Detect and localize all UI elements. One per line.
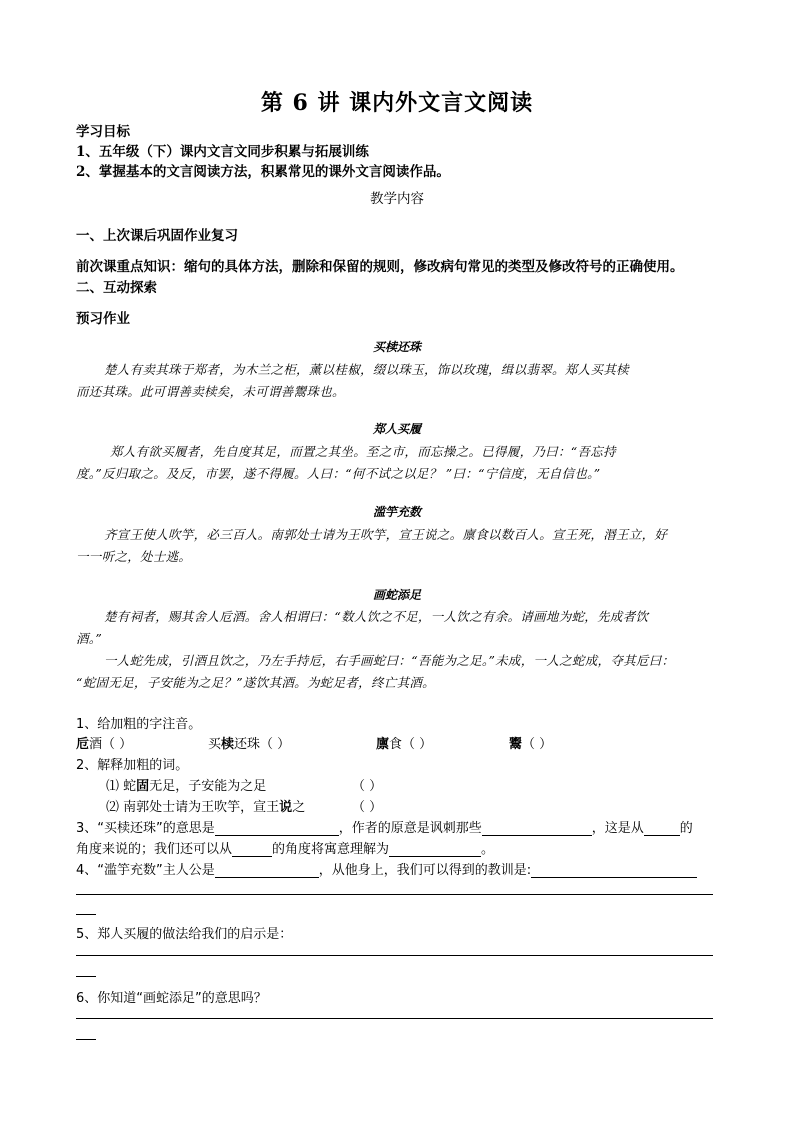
answer-blank[interactable] (644, 821, 680, 836)
question-6: 6、你知道“画蛇添足”的意思吗？ (76, 991, 267, 1006)
q2-item: ⑵ 南郭处士请为王吹竽，宣王说之 (106, 800, 306, 815)
q2-answer-paren[interactable]: （ ） (352, 800, 383, 815)
q1-item: 买椟还珠（ ） (208, 737, 291, 752)
goals-heading: 学习目标 (76, 124, 130, 140)
story-line: 而还其珠。此可谓善卖椟矣，未可谓善鬻珠也。 (76, 384, 345, 399)
question-5: 5、郑人买履的做法给我们的启示是： (76, 927, 293, 942)
answer-line[interactable] (76, 914, 96, 915)
story-line: 齐宣王使人吹竽，必三百人。南郭处士请为王吹竽，宣王说之。廪食以数百人。宣王死，湣王立，好 (104, 527, 668, 542)
part2-heading: 二、互动探索 (76, 280, 157, 296)
answer-blank[interactable] (389, 842, 481, 857)
question-1: 1、给加粗的字注音。 (76, 717, 202, 732)
answer-blank[interactable] (215, 863, 319, 878)
page-title: 第 6 讲 课内外文言文阅读 (260, 90, 534, 116)
question-4: 4、“滥竽充数”主人公是 ，从他身上，我们可以得到的教训是: (76, 859, 697, 878)
q1-item: 鬻（ ） (509, 737, 553, 752)
story-line: 一一听之，处士逃。 (76, 549, 192, 564)
answer-blank[interactable] (232, 842, 272, 857)
question-2: 2、解释加粗的词。 (76, 758, 189, 773)
story-line: 楚有祠者，赐其舍人卮酒。舍人相谓曰：“数人饮之不足，一人饮之有余。请画地为蛇，先成者饮 (104, 609, 649, 624)
story-line: 楚人有卖其珠于郑者，为木兰之柜，薰以桂椒，缀以珠玉，饰以玫瑰，缉以翡翠。郑人买其椟 (104, 362, 629, 377)
story-line: 度。”反归取之。及反，市罢，遂不得履。人曰：“何不试之以足？ ”曰：“宁信度，无自信也。” (76, 466, 601, 481)
goal-item-1: 1、五年级（下）课内文言文同步积累与拓展训练 (76, 144, 369, 160)
question-3: 3、“买椟还珠”的意思是 ，作者的原意是讽刺那些 ，这是从 的 (76, 821, 693, 836)
section-heading: 教学内容 (370, 191, 424, 207)
answer-line[interactable] (76, 894, 713, 895)
goal-item-2: 2、掌握基本的文言阅读方法，积累常见的课外文言阅读作品。 (76, 164, 450, 180)
story-title: 买椟还珠 (372, 340, 421, 354)
answer-line[interactable] (76, 1039, 96, 1040)
answer-blank[interactable] (215, 821, 339, 836)
story-title: 画蛇添足 (372, 588, 421, 602)
q2-item: ⑴ 蛇固无足，子安能为之足 (106, 779, 267, 794)
story-line: 郑人有欲买履者，先自度其足，而置之其坐。至之市，而忘操之。已得履，乃曰：“吾忘持 (110, 444, 616, 459)
story-title: 滥竽充数 (372, 505, 421, 519)
answer-line[interactable] (76, 976, 96, 977)
answer-line[interactable] (76, 1018, 713, 1019)
answer-blank[interactable] (482, 821, 592, 836)
story-line: 酒。” (76, 631, 103, 646)
answer-blank[interactable] (531, 863, 697, 878)
question-3-cont: 角度来说的；我们还可以从 的角度将寓意理解为 。 (76, 842, 495, 857)
q1-item: 卮酒（ ） (76, 737, 133, 752)
q2-answer-paren[interactable]: （ ） (352, 779, 383, 794)
story-title: 郑人买履 (372, 422, 421, 436)
q1-item: 廪食（ ） (376, 737, 433, 752)
preview-heading: 预习作业 (76, 311, 130, 327)
answer-line[interactable] (76, 955, 713, 956)
review-text: 前次课重点知识：缩句的具体方法，删除和保留的规则，修改病句常见的类型及修改符号的正确使用。 (76, 259, 684, 275)
story-line: 一人蛇先成，引酒且饮之，乃左手持卮，右手画蛇曰：“吾能为之足。”未成，一人之蛇成，夺其卮曰： (104, 653, 675, 668)
story-line: “蛇固无足，子安能为之足？”遂饮其酒。为蛇足者，终亡其酒。 (76, 675, 435, 690)
part1-heading: 一、上次课后巩固作业复习 (76, 228, 238, 244)
